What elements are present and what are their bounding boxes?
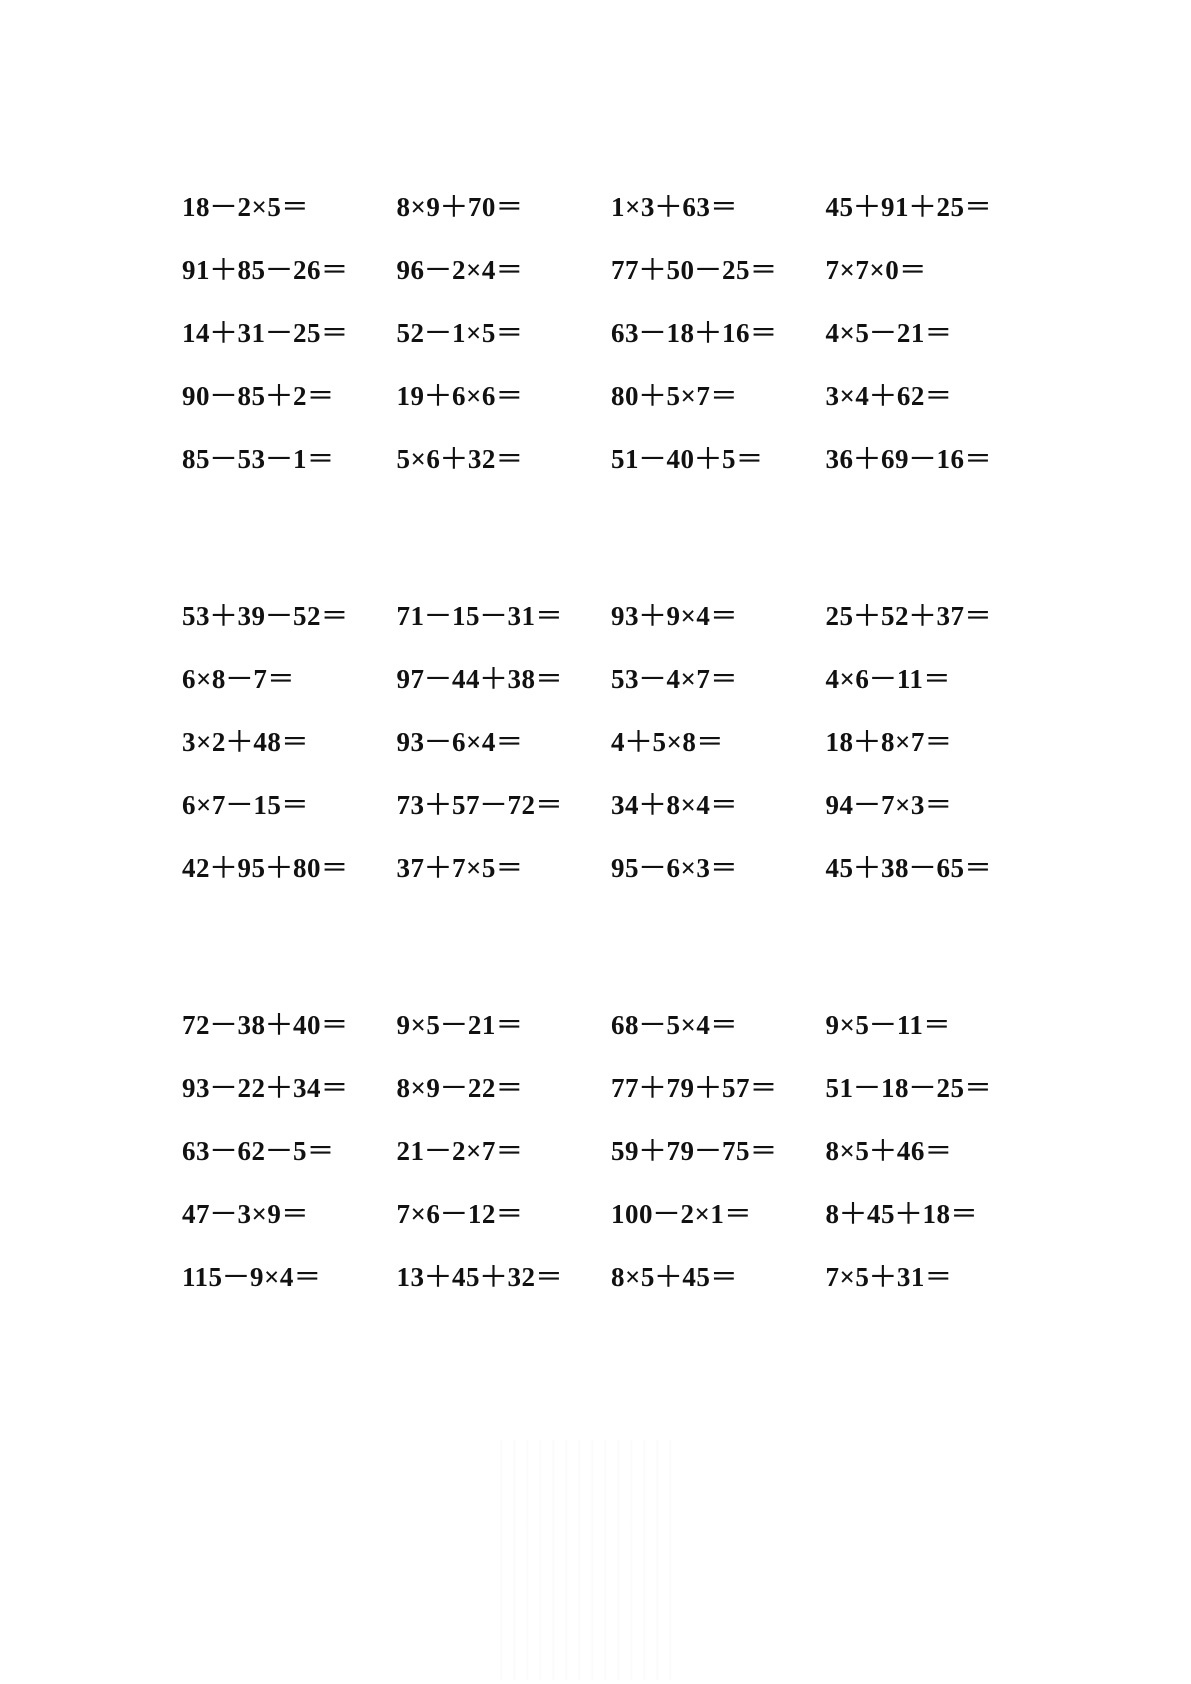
- problem: 77＋50－25＝: [611, 255, 778, 285]
- problem: 21－2×7＝: [396, 1136, 524, 1166]
- problem: 19＋6×6＝: [396, 381, 524, 411]
- problem: 53＋39－52＝: [182, 601, 349, 631]
- problem-row: [182, 774, 1082, 837]
- problem: 71－15－31＝: [396, 601, 563, 631]
- problem-row: [182, 1246, 1082, 1309]
- problem: 7×7×0＝: [825, 255, 927, 285]
- problem: 115－9×4＝: [182, 1262, 322, 1292]
- problem: 7×5＋31＝: [825, 1262, 953, 1292]
- problem: 6×8－7＝: [182, 664, 295, 694]
- problem: 45＋91＋25＝: [825, 192, 992, 222]
- problem-row: [182, 994, 1082, 1057]
- problem-row: [182, 428, 1082, 491]
- problem: 73＋57－72＝: [396, 790, 563, 820]
- problem: 3×4＋62＝: [825, 381, 953, 411]
- problem: 47－3×9＝: [182, 1199, 309, 1229]
- problem: 34＋8×4＝: [611, 790, 738, 820]
- problem-row: [182, 648, 1082, 711]
- problem: 93－6×4＝: [396, 727, 524, 757]
- problem: 52－1×5＝: [396, 318, 524, 348]
- problem: 77＋79＋57＝: [611, 1073, 778, 1103]
- problem: 9×5－11＝: [825, 1010, 951, 1040]
- problem: 4×5－21＝: [825, 318, 953, 348]
- problem: 36＋69－16＝: [825, 444, 992, 474]
- problem-group-3: [182, 994, 1082, 1309]
- problem: 63－18＋16＝: [611, 318, 778, 348]
- problem: 4×6－11＝: [825, 664, 951, 694]
- problem: 7×6－12＝: [396, 1199, 524, 1229]
- problem: 18＋8×7＝: [825, 727, 953, 757]
- problem-row: [182, 711, 1082, 774]
- problem-row: [182, 585, 1082, 648]
- problem: 91＋85－26＝: [182, 255, 349, 285]
- problem: 5×6＋32＝: [396, 444, 524, 474]
- problem-row: [182, 365, 1082, 428]
- problem: 6×7－15＝: [182, 790, 309, 820]
- problem: 13＋45＋32＝: [396, 1262, 563, 1292]
- problem: 42＋95＋80＝: [182, 853, 349, 883]
- problem: 100－2×1＝: [611, 1199, 752, 1229]
- problem: 53－4×7＝: [611, 664, 738, 694]
- problem: 8×9＋70＝: [396, 192, 524, 222]
- scan-artifact: [490, 1440, 675, 1680]
- problem: 63－62－5＝: [182, 1136, 335, 1166]
- problem: 45＋38－65＝: [825, 853, 992, 883]
- problem: 80＋5×7＝: [611, 381, 738, 411]
- problem: 8×9－22＝: [396, 1073, 524, 1103]
- problem: 8＋45＋18＝: [825, 1199, 978, 1229]
- problem: 51－18－25＝: [825, 1073, 992, 1103]
- problem: 95－6×3＝: [611, 853, 738, 883]
- problem: 90－85＋2＝: [182, 381, 335, 411]
- problem: 93＋9×4＝: [611, 601, 738, 631]
- problem: 8×5＋45＝: [611, 1262, 738, 1292]
- problem: 25＋52＋37＝: [825, 601, 992, 631]
- problem: 97－44＋38＝: [396, 664, 563, 694]
- problem: 1×3＋63＝: [611, 192, 738, 222]
- problem: 3×2＋48＝: [182, 727, 309, 757]
- problem-group-2: [182, 585, 1082, 900]
- problem: 4＋5×8＝: [611, 727, 724, 757]
- problem: 9×5－21＝: [396, 1010, 524, 1040]
- problem-row: [182, 176, 1082, 239]
- problem: 96－2×4＝: [396, 255, 524, 285]
- problem: 59＋79－75＝: [611, 1136, 778, 1166]
- problem-row: [182, 1183, 1082, 1246]
- problem: 94－7×3＝: [825, 790, 953, 820]
- problem-row: [182, 239, 1082, 302]
- problem: 72－38＋40＝: [182, 1010, 349, 1040]
- problem-row: [182, 1120, 1082, 1183]
- problem: 85－53－1＝: [182, 444, 335, 474]
- problem: 93－22＋34＝: [182, 1073, 349, 1103]
- problem: 37＋7×5＝: [396, 853, 524, 883]
- problem-row: [182, 837, 1082, 900]
- problem-row: [182, 1057, 1082, 1120]
- problem: 68－5×4＝: [611, 1010, 738, 1040]
- problem: 8×5＋46＝: [825, 1136, 953, 1166]
- problem: 51－40＋5＝: [611, 444, 764, 474]
- problem: 14＋31－25＝: [182, 318, 349, 348]
- problem-group-1: [182, 176, 1082, 491]
- problem: 18－2×5＝: [182, 192, 309, 222]
- problem-row: [182, 302, 1082, 365]
